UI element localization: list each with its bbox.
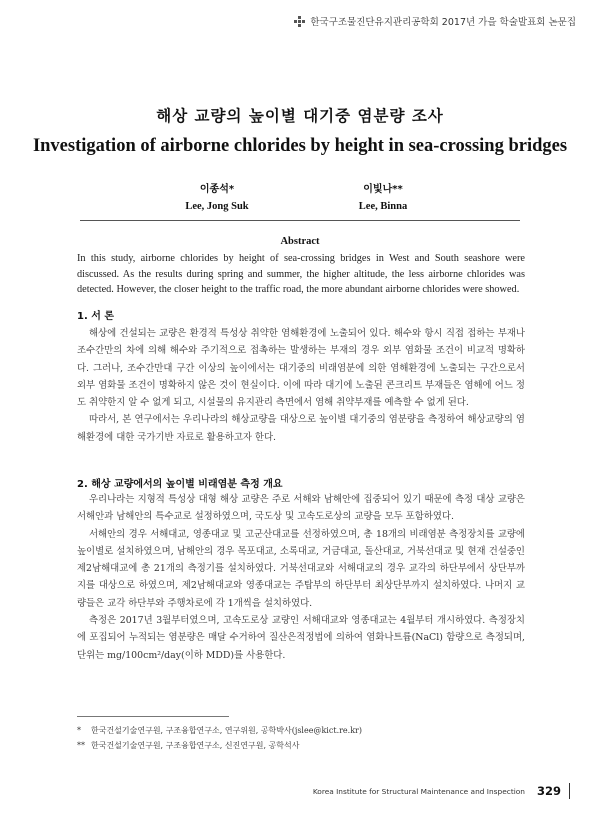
title-divider xyxy=(80,220,520,221)
footnotes xyxy=(77,724,362,753)
section-1-heading: 1. 서 론 xyxy=(77,311,115,322)
author-1-english-name: Lee, Jong Suk xyxy=(185,201,249,212)
footer-bar xyxy=(569,783,570,799)
footnote-1 xyxy=(77,724,362,739)
dot-cluster-icon xyxy=(294,16,305,26)
author-2-korean-name: 이빛나** xyxy=(363,184,403,195)
abstract-text: In this study, airborne chlorides by height of sea-crossing bridges in West and South seashore were discussed. As the results during spring and summer, the higher altitude, the less airborne chlorides was detected. However, the closer height to the traffic road, the more abundant airborne chlorides were showed. xyxy=(77,253,525,295)
running-header xyxy=(294,14,576,28)
section-2-body xyxy=(77,491,525,664)
section-1-paragraph-1: 해상에 건설되는 교량은 환경적 특성상 취약한 염해환경에 노출되어 있다. 해수와 항시 직접 접하는 부재나 조수간만의 차에 의해 해수와 주기적으로 접촉하는 발생하는 부재의 경우 외부 염화물 조건이 비교적 명확하다. 그러나, 조수간만대 구간 이상의 높이에서는 대기중의 비래염분에 의한 염해환경에 노출되는 구간으로서 외부 염화물 조건이 명확하지 않은 것이 현실이다. 이에 따라 대기에 노출된 콘크리트 부재들은 염해에 어느 정도 취약한지 알 수 없게 되고, 시설물의 유지관리 측면에서 염해 취약부재를 예측할 수 없게 된다. xyxy=(77,328,525,409)
journal-name: 한국구조물진단유지관리공학회 2017년 가을 학술발표회 논문집 xyxy=(310,17,576,28)
section-1-paragraph-2: 따라서, 본 연구에서는 우리나라의 해상교량을 대상으로 높이별 대기중의 염분량을 측정하여 해상교량의 염해환경에 대한 국가기반 자료로 활용하고자 한다. xyxy=(77,414,525,443)
section-2-heading: 2. 해상 교량에서의 높이별 비래염분 측정 개요 xyxy=(77,479,283,490)
page-footer xyxy=(313,783,570,799)
section-2-paragraph-2: 서해안의 경우 서해대교, 영종대교 및 고군산대교를 선정하였으며, 총 18개의 비래염분 측정장치를 교량에 높이별로 설치하였으며, 남해안의 경우 목포대교, 소록대교, 거금대교, 돌산대교, 거북선대교 및 현재 건설중인 제2남해대교에 총 21개의 측정기를 설치하였다. 거북선대교와 서해대교의 경우 교각의 하단부에서 상단부까지를 대상으로 하였으며, 제2남해대교와 영종대교는 주탑부의 하단부터 최상단부까지 설치하였다. 나머지 교량들은 교각 하단부와 주행차로에 각 1개씩을 설치하였다. xyxy=(77,528,525,609)
footnote-1-text: 한국건설기술연구원, 구조융합연구소, 연구위원, 공학박사(jslee@kict.re.kr) xyxy=(91,726,363,735)
footnote-2-mark: ** xyxy=(77,740,85,750)
title-korean: 해상 교량의 높이별 대기중 염분량 조사 xyxy=(156,107,444,125)
author-1-korean-name: 이종석* xyxy=(199,184,235,195)
abstract-heading: Abstract xyxy=(280,236,320,247)
footer-institute: Korea Institute for Structural Maintenance and Inspection xyxy=(312,786,525,796)
page-number: 329 xyxy=(536,784,561,798)
author-2 xyxy=(313,180,453,212)
section-2-paragraph-3: 측정은 2017년 3월부터였으며, 고속도로상 교량인 서해대교와 영종대교는 4월부터 개시하였다. 측정장치에 포집되어 누적되는 염분량은 매달 수거하여 질산은적정법에 의하여 염화나트륨(NaCl) 함량으로 측정되며, 단위는 mg/100cm²/day(이하 MDD)를 사용한다. xyxy=(77,615,525,661)
section-2-paragraph-1: 우리나라는 지형적 특성상 대형 해상 교량은 주로 서해와 남해안에 집중되어 있기 때문에 측정 대상 교량은 서해안과 남해안의 특수교로 설정하였으며, 국도상 및 고속도로상의 교량을 모두 포함하였다. xyxy=(77,494,525,523)
author-2-english-name: Lee, Binna xyxy=(358,201,408,212)
footnote-2-text: 한국건설기술연구원, 구조융합연구소, 신진연구원, 공학석사 xyxy=(91,740,300,750)
author-1 xyxy=(147,180,287,212)
title-english: Investigation of airborne chlorides by height in sea-crossing bridges xyxy=(32,136,568,156)
footnote-2 xyxy=(77,739,362,754)
footnote-divider xyxy=(77,716,229,717)
footnote-1-mark: * xyxy=(77,726,81,735)
section-1-body xyxy=(77,325,525,446)
